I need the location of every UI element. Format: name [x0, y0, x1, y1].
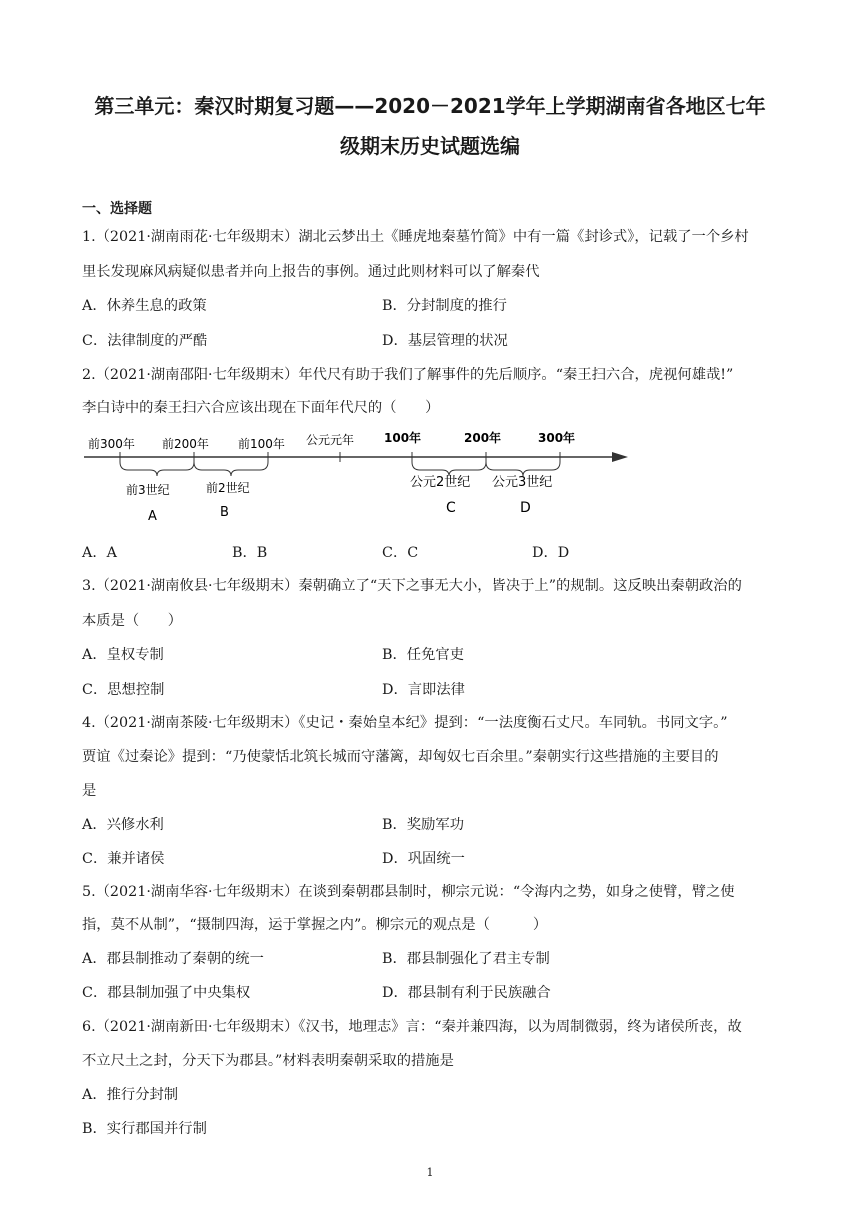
title-line-1: 第三单元：秦汉时期复习题——2020－2021学年上学期湖南省各地区七年: [94, 94, 766, 118]
question-3-text: 本质是（ ）: [82, 613, 183, 629]
timeline-letter-d: D: [520, 500, 531, 516]
question-4-option-a[interactable]: A．兴修水利: [82, 817, 164, 833]
timeline-tick-label: 300年: [538, 431, 576, 445]
timeline-letter-a: A: [148, 509, 157, 524]
question-5-option-d[interactable]: D．郡县制有利于民族融合: [382, 985, 551, 1001]
question-4-option-d[interactable]: D．巩固统一: [382, 851, 465, 867]
timeline-tick-label: 100年: [384, 431, 422, 445]
title-line-2: 级期末历史试题选编: [340, 134, 520, 158]
timeline-tick-label: 200年: [464, 431, 502, 445]
timeline-figure: [82, 422, 642, 532]
question-1-option-a[interactable]: A．休养生息的政策: [82, 298, 207, 314]
timeline-tick-label: 前300年: [88, 437, 135, 451]
question-3-option-a[interactable]: A．皇权专制: [82, 647, 164, 663]
timeline-span-label: 公元2世纪: [410, 475, 471, 490]
question-3-option-b[interactable]: B．任免官吏: [382, 647, 464, 663]
question-6-text: 6.（2021·湖南新田·七年级期末）《汉书，地理志》言：“秦并兼四海，以为周制微弱，终为诸侯所丧，故: [82, 1019, 742, 1035]
section-heading: 一、选择题: [82, 201, 152, 217]
question-5-text: 5.（2021·湖南华容·七年级期末）在谈到秦朝郡县制时，柳宗元说：“令海内之势，如身之使臂，臂之使: [82, 884, 735, 900]
question-6-option-b[interactable]: B．实行郡国并行制: [82, 1121, 207, 1137]
question-1-option-d[interactable]: D．基层管理的状况: [382, 333, 508, 349]
question-2-option-d[interactable]: D．D: [532, 545, 570, 561]
question-2-option-c[interactable]: C．C: [382, 545, 419, 561]
timeline-tick-label: 前200年: [162, 437, 209, 451]
question-2-option-b[interactable]: B．B: [232, 545, 268, 561]
question-4-option-b[interactable]: B．奖励军功: [382, 817, 464, 833]
question-5-option-c[interactable]: C．郡县制加强了中央集权: [82, 985, 251, 1001]
question-2-text: 李白诗中的秦王扫六合应该出现在下面年代尺的（ ）: [82, 400, 440, 416]
document-title: [60, 86, 800, 166]
question-4-text: 贾谊《过秦论》提到：“乃使蒙恬北筑长城而守藩篱，却匈奴七百余里。”秦朝实行这些措施的主要目的: [82, 749, 719, 765]
page-number: 1: [426, 1166, 434, 1179]
question-1-text: 1.（2021·湖南雨花·七年级期末）湖北云梦出土《睡虎地秦墓竹简》中有一篇《封诊式》，记载了一个乡村: [82, 229, 749, 245]
question-1-text: 里长发现麻风病疑似患者并向上报告的事例。通过此则材料可以了解秦代: [82, 264, 540, 280]
question-4-option-c[interactable]: C．兼并诸侯: [82, 851, 165, 867]
question-5-option-a[interactable]: A．郡县制推动了秦朝的统一: [82, 951, 264, 967]
question-4-text: 4.（2021·湖南茶陵·七年级期末）《史记・秦始皇本纪》提到：“一法度衡石丈尺。车同轨。书同文字。”: [82, 715, 728, 731]
timeline-letter-b: B: [220, 505, 229, 520]
question-3-text: 3.（2021·湖南攸县·七年级期末）秦朝确立了“天下之事无大小，皆决于上”的规制。这反映出秦朝政治的: [82, 578, 742, 594]
timeline-span-label: 前3世纪: [126, 483, 170, 497]
timeline-tick-label: 公元元年: [306, 433, 355, 447]
timeline-tick-label: 前100年: [238, 437, 285, 451]
question-5-text: 指，莫不从制”，“摄制四海，运于掌握之内”。柳宗元的观点是（ ）: [82, 917, 548, 933]
question-6-option-a[interactable]: A．推行分封制: [82, 1087, 179, 1103]
question-1-option-c[interactable]: C．法律制度的严酷: [82, 333, 208, 349]
question-1-option-b[interactable]: B．分封制度的推行: [382, 298, 507, 314]
timeline-span-label: 公元3世纪: [492, 475, 553, 490]
question-6-text: 不立尺土之封，分天下为郡县。”材料表明秦朝采取的措施是: [82, 1053, 454, 1069]
question-3-option-c[interactable]: C．思想控制: [82, 682, 165, 698]
question-3-option-d[interactable]: D．言即法律: [382, 682, 465, 698]
timeline-letter-c: C: [446, 500, 456, 516]
question-5-option-b[interactable]: B．郡县制强化了君主专制: [382, 951, 550, 967]
question-2-text: 2.（2021·湖南邵阳·七年级期末）年代尺有助于我们了解事件的先后顺序。“秦王扫六合，虎视何雄哉!”: [82, 367, 734, 383]
question-4-text: 是: [82, 783, 97, 799]
question-2-option-a[interactable]: A．A: [82, 545, 117, 561]
timeline-span-label: 前2世纪: [206, 481, 250, 495]
